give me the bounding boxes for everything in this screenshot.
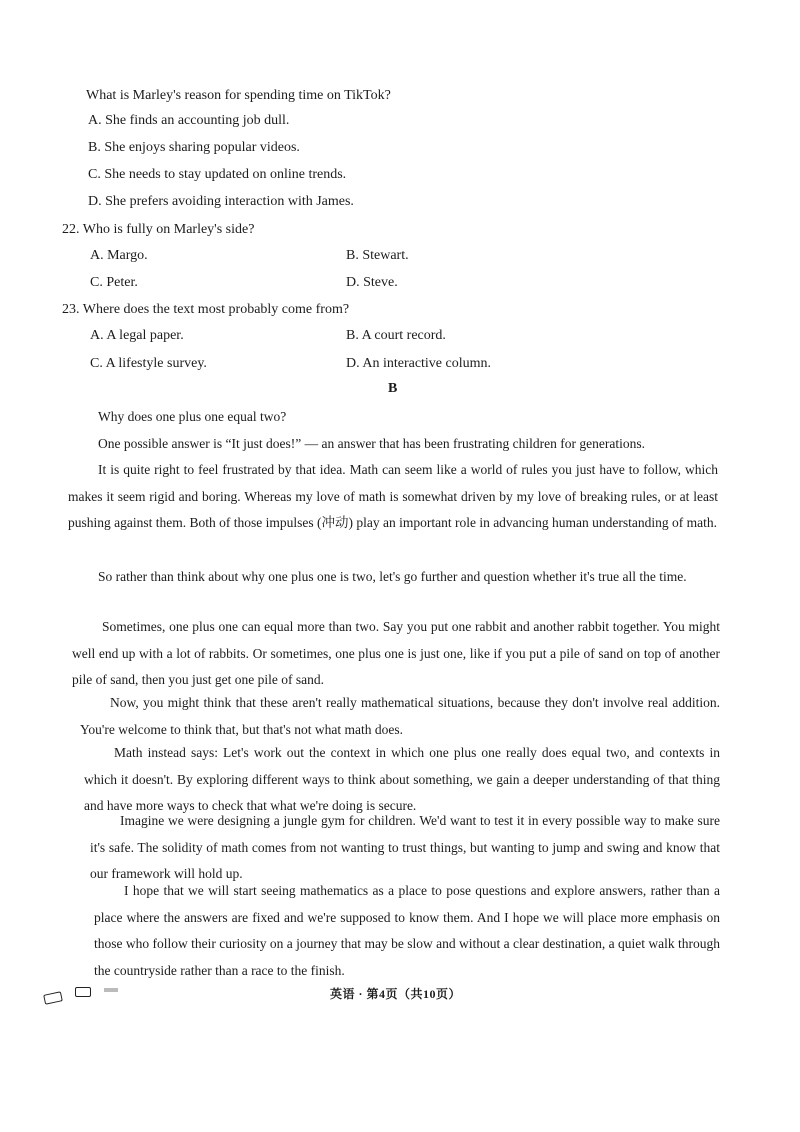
q22-option-a: A. Margo.: [90, 248, 148, 263]
q21-option-c: C. She needs to stay updated on online trends.: [88, 167, 347, 182]
q21-option-b: B. She enjoys sharing popular videos.: [88, 140, 300, 155]
passage-paragraph-6: Now, you might think that these aren't really mathematical situations, because they don't involve real addition. You're welcome to think that, but that's not what math does.: [80, 695, 720, 737]
q21-option-d: D. She prefers avoiding interaction with James.: [88, 194, 354, 209]
q23-stem: 23. Where does the text most probably come from?: [62, 302, 350, 317]
q21-option-a: A. She finds an accounting job dull.: [88, 113, 290, 128]
scan-smudge: [104, 988, 118, 992]
q23-option-c: C. A lifestyle survey.: [90, 356, 207, 371]
section-b-title: B: [388, 381, 398, 396]
q22-option-b: B. Stewart.: [346, 248, 409, 263]
q21-stem: What is Marley's reason for spending time on TikTok?: [86, 88, 391, 103]
passage-paragraph-7: Math instead says: Let's work out the context in which one plus one really does equal two, and contexts in which it doesn't. By exploring different ways to think about something, we gain a deeper understanding of that thing and have more ways to check that what we're doing is secure.: [84, 745, 720, 813]
passage-paragraph-3: It is quite right to feel frustrated by that idea. Math can seem like a world of rules you just have to follow, which makes it seem rigid and boring. Whereas my love of math is somewhat driven by my love of breaking rules, or at least pushing against them. Both of those impulses (冲动) play an important role in advancing human understanding of math.: [68, 462, 718, 530]
q22-stem: 22. Who is fully on Marley's side?: [62, 222, 255, 237]
corner-mark-icon: [75, 987, 91, 997]
q22-option-d: D. Steve.: [346, 275, 398, 290]
q23-option-b: B. A court record.: [346, 328, 446, 343]
passage-paragraph-5: Sometimes, one plus one can equal more than two. Say you put one rabbit and another rabbit together. You might well end up with a lot of rabbits. Or sometimes, one plus one is just one, like if you put a pile of sand on top of another pile of sand, then you just get one pile of sand.: [72, 619, 720, 687]
passage-paragraph-8: Imagine we were designing a jungle gym for children. We'd want to test it in every possible way to make sure it's safe. The solidity of math comes from not wanting to trust things, but wanting to jump and swing and know that our framework will hold up.: [90, 813, 720, 881]
q22-option-c: C. Peter.: [90, 275, 138, 290]
q23-option-a: A. A legal paper.: [90, 328, 184, 343]
passage-paragraph-1: Why does one plus one equal two?: [98, 409, 287, 424]
passage-paragraph-4: So rather than think about why one plus one is two, let's go further and question whether it's true all the time.: [98, 569, 687, 584]
corner-mark-icon: [43, 991, 63, 1005]
passage-paragraph-2: One possible answer is “It just does!” — an answer that has been frustrating children for generations.: [98, 436, 645, 451]
page-footer: 英语 · 第4页（共10页）: [330, 987, 462, 1001]
passage-paragraph-9: I hope that we will start seeing mathematics as a place to pose questions and explore answers, rather than a place where the answers are fixed and we're supposed to know them. And I hope we will place more emphasis on those who follow their curiosity on a journey that may be slow and without a clear destination, a quiet walk through the countryside rather than a race to the finish.: [94, 883, 720, 978]
q23-option-d: D. An interactive column.: [346, 356, 492, 371]
